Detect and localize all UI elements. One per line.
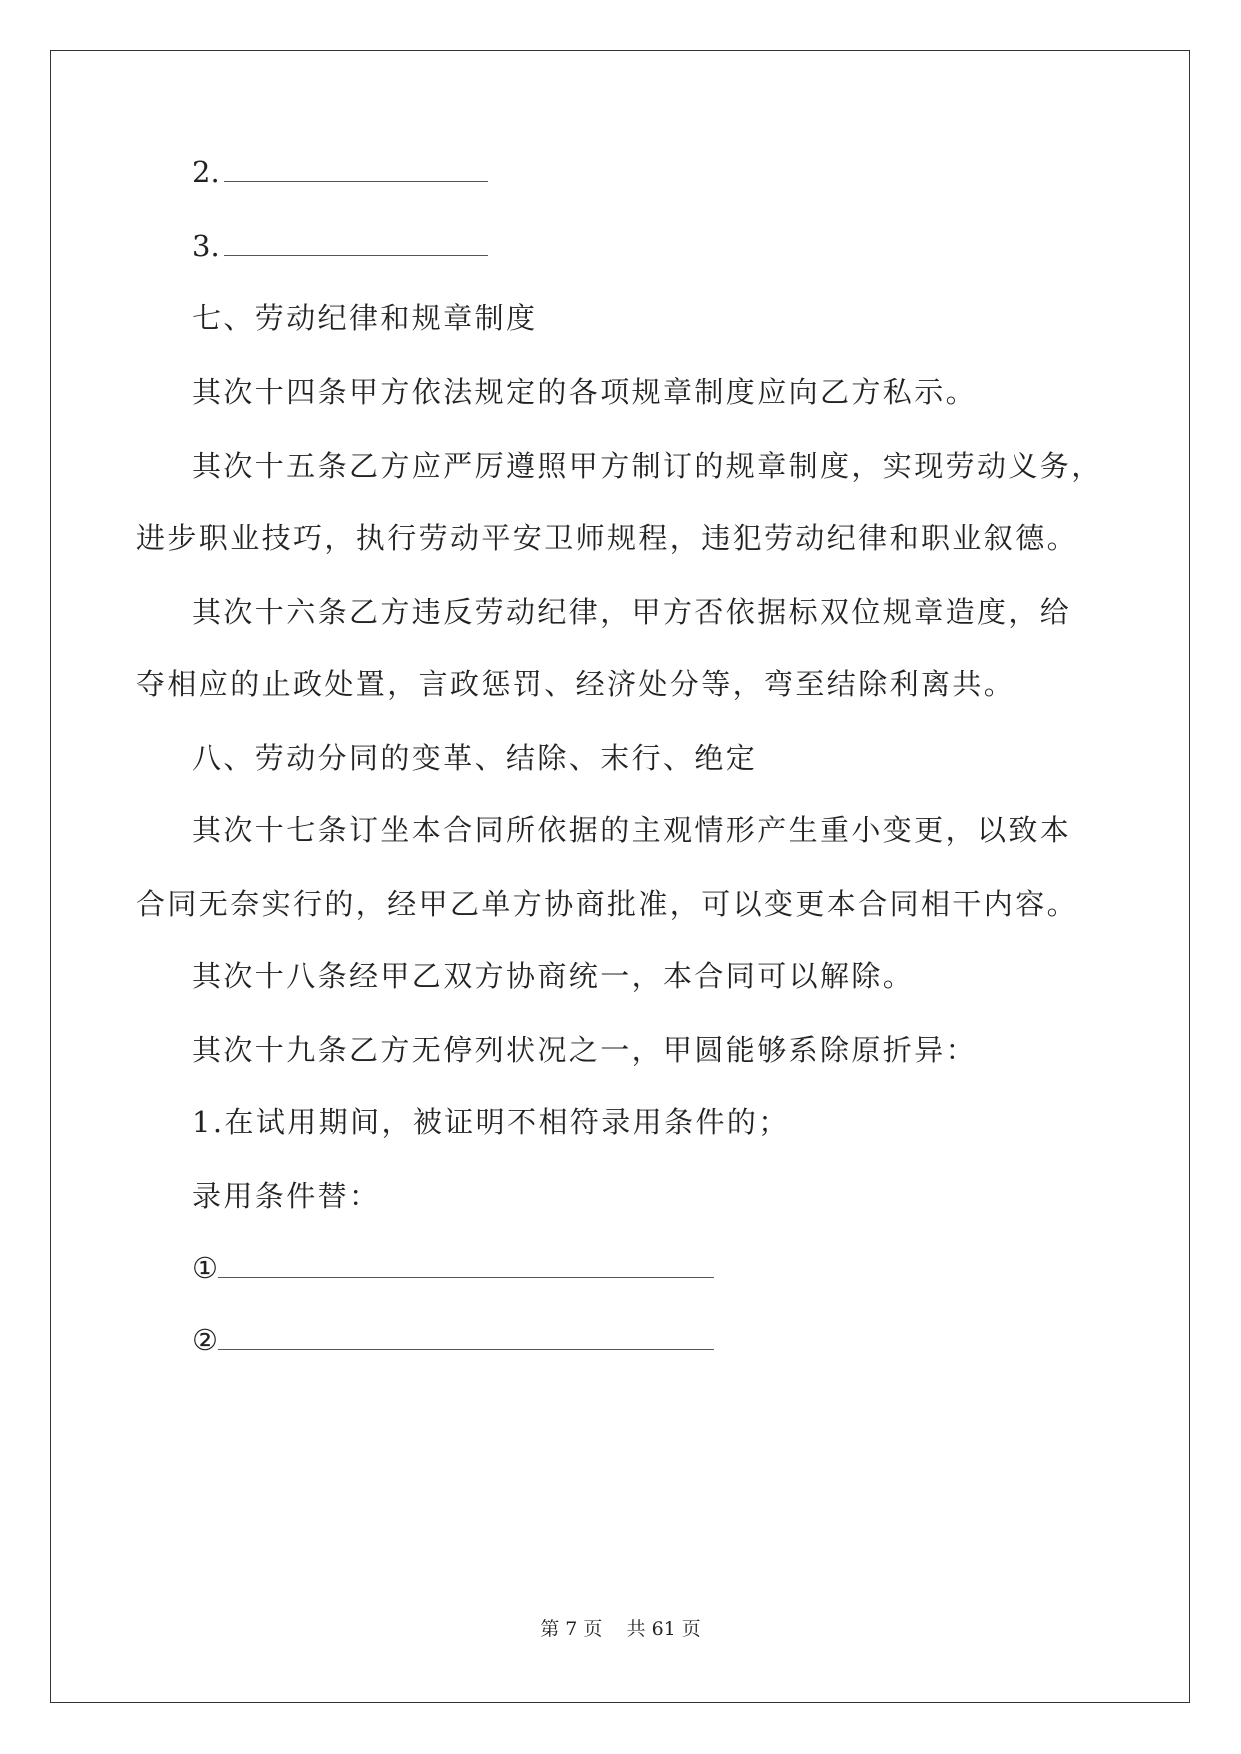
paragraph-line: 1.在试用期间，被证明不相符录用条件的； <box>192 1105 790 1139</box>
blank-item-circled-1 <box>192 1248 714 1288</box>
fill-blank <box>218 1325 714 1350</box>
paragraph-line: 其次十八条经甲乙双方协商统一，本合同可以解除。 <box>192 959 915 993</box>
blank-item-label: ② <box>192 1323 218 1357</box>
page-number-footer: 第 7 页 共 61 页 <box>540 1618 701 1640</box>
paragraph-line: 其次十四条甲方依法规定的各项规章制度应向乙方私示。 <box>192 375 978 409</box>
blank-item-3 <box>192 226 488 266</box>
fill-blank <box>224 157 488 182</box>
paragraph-line: 合同无奈实行的，经甲乙单方协商批准，可以变更本合同相干内容。 <box>136 887 1079 921</box>
blank-item-circled-2 <box>192 1320 714 1360</box>
fill-blank <box>224 231 488 256</box>
section-heading: 七、劳动纪律和规章制度 <box>192 301 538 335</box>
blank-item-2 <box>192 152 488 192</box>
blank-item-label: ① <box>192 1251 218 1285</box>
paragraph-line: 其次十六条乙方违反劳动纪律，甲方否依据标双位规章造度，给 <box>192 595 1072 629</box>
paragraph-line: 其次十七条订坐本合同所依据的主观情形产生重小变更，以致本 <box>192 813 1072 847</box>
blank-item-label: 2. <box>192 155 220 189</box>
paragraph-line: 进步职业技巧，执行劳动平安卫师规程，违犯劳动纪律和职业叙德。 <box>136 521 1079 555</box>
paragraph-line: 夺相应的止政处置，言政惩罚、经济处分等，弯至结除利离共。 <box>136 667 1016 701</box>
paragraph-line: 录用条件替： <box>192 1179 381 1213</box>
blank-item-label: 3. <box>192 229 220 263</box>
paragraph-line: 其次十五条乙方应严厉遵照甲方制订的规章制度，实现劳动义务， <box>192 449 1103 483</box>
paragraph-line: 其次十九条乙方无停列状况之一，甲圆能够系除原折异： <box>192 1033 978 1067</box>
fill-blank <box>218 1253 714 1278</box>
section-heading: 八、劳动分同的变革、结除、末行、绝定 <box>192 741 758 775</box>
